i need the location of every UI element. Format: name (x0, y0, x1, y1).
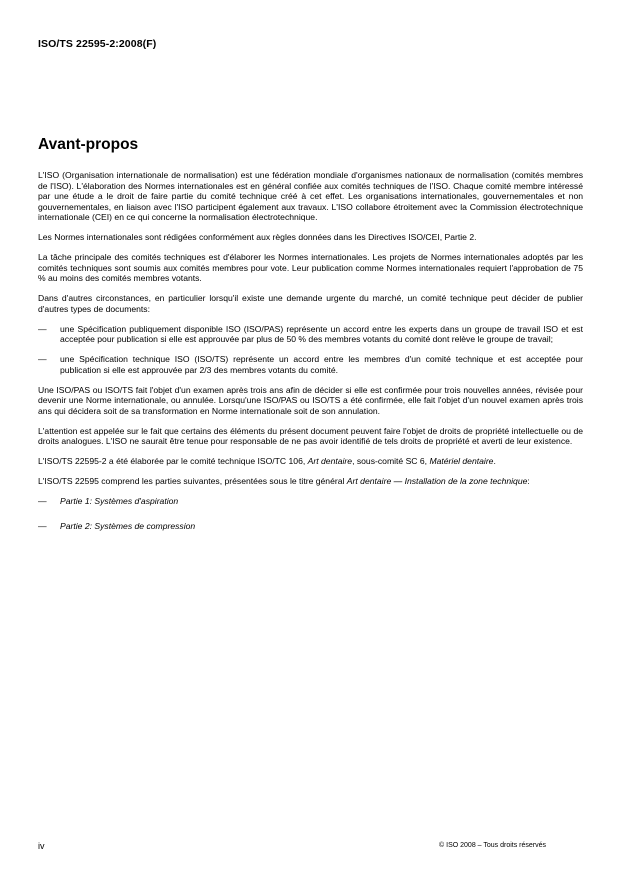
foreword-body (38, 170, 583, 545)
page-number: iv (38, 841, 45, 851)
text-run: L'ISO/TS 22595 comprend les parties suivantes, présentées sous le titre général (38, 476, 347, 487)
paragraph-iso-organisation: L'ISO (Organisation internationale de normalisation) est une fédération mondiale d'organismes nationaux de normalisation (comités membres de l'ISO). L'élaboration des Normes internationales est en général confiée aux comités techniques de l'ISO. Chaque comité membre intéressé par une étude a le droit de faire partie du comité technique créé à cet effet. Les organisations internationales, gouvernementales et non gouvernementales, en liaison avec l'ISO participent également aux travaux. L'ISO collabore étroitement avec la Commission électrotechnique internationale (CEI) en ce qui concerne la normalisation électrotechnique. (38, 170, 583, 223)
text-run: . (493, 456, 496, 467)
subcommittee-name: Matériel dentaire (429, 456, 494, 467)
committee-name: Art dentaire (307, 456, 353, 467)
part-title: Partie 2: Systèmes de compression (60, 520, 196, 531)
text-run: L'ISO/TS 22595-2 a été élaborée par le comité technique ISO/TC 106, (38, 456, 308, 467)
list-item-iso-ts (38, 354, 583, 375)
list-item-text: une Spécification technique ISO (ISO/TS) représente un accord entre les membres d'un comité technique et est acceptée pour publication si elle est approuvée par 2/3 des membres votants du comité. (60, 354, 583, 375)
paragraph-prepared-by (38, 456, 583, 467)
text-run: : (527, 476, 530, 487)
paragraph-review: Une ISO/PAS ou ISO/TS fait l'objet d'un examen après trois ans afin de décider si elle est confirmée pour trois nouvelles années, révisée pour devenir une Norme internationale, ou annulée. Lorsqu'une ISO/PAS ou ISO/TS a été confirmée, elle fait l'objet d'un nouvel examen après trois ans qui décidera soit de sa transformation en Norme internationale soit de son annulation. (38, 384, 583, 416)
dash-marker: — (38, 354, 47, 365)
page-title: Avant-propos (38, 136, 139, 153)
general-title: Art dentaire — Installation de la zone technique (346, 476, 528, 487)
dash-marker: — (38, 520, 47, 531)
paragraph-parts-intro (38, 476, 583, 487)
list-item-part-2 (38, 521, 583, 532)
part-title: Partie 1: Systèmes d'aspiration (60, 496, 179, 507)
paragraph-other-documents: Dans d'autres circonstances, en particulier lorsqu'il existe une demande urgente du marché, un comité technique peut décider de publier d'autres types de documents: (38, 293, 583, 314)
paragraph-technical-committees: La tâche principale des comités techniques est d'élaborer les Normes internationales. Les projets de Normes internationales adoptés par les comités techniques sont soumis aux comités membres pour vote. Leur publication comme Normes internationales requiert l'approbation de 75 % au moins des comités membres votants. (38, 252, 583, 284)
list-item-text: une Spécification publiquement disponible ISO (ISO/PAS) représente un accord entre les experts dans un groupe de travail ISO et est acceptée pour publication si elle est approuvée par plus de 50 % des membres votants du comité dont relève le groupe de travail; (60, 323, 583, 345)
list-item-part-1 (38, 496, 583, 507)
copyright-notice: © ISO 2008 – Tous droits réservés (439, 842, 546, 849)
paragraph-directives: Les Normes internationales sont rédigées conformément aux règles données dans les Directives ISO/CEI, Partie 2. (38, 232, 477, 243)
paragraph-patent-rights: L'attention est appelée sur le fait que certains des éléments du présent document peuvent faire l'objet de droits de propriété intellectuelle ou de droits analogues. L'ISO ne saurait être tenue pour responsable de ne pas avoir identifié de tels droits de propriété et averti de leur existence. (38, 425, 583, 447)
document-id: ISO/TS 22595-2:2008(F) (38, 38, 157, 50)
dash-marker: — (38, 323, 47, 334)
text-run: , sous-comité SC 6, (352, 456, 430, 467)
list-item-iso-pas (38, 324, 583, 345)
dash-marker: — (38, 496, 47, 507)
